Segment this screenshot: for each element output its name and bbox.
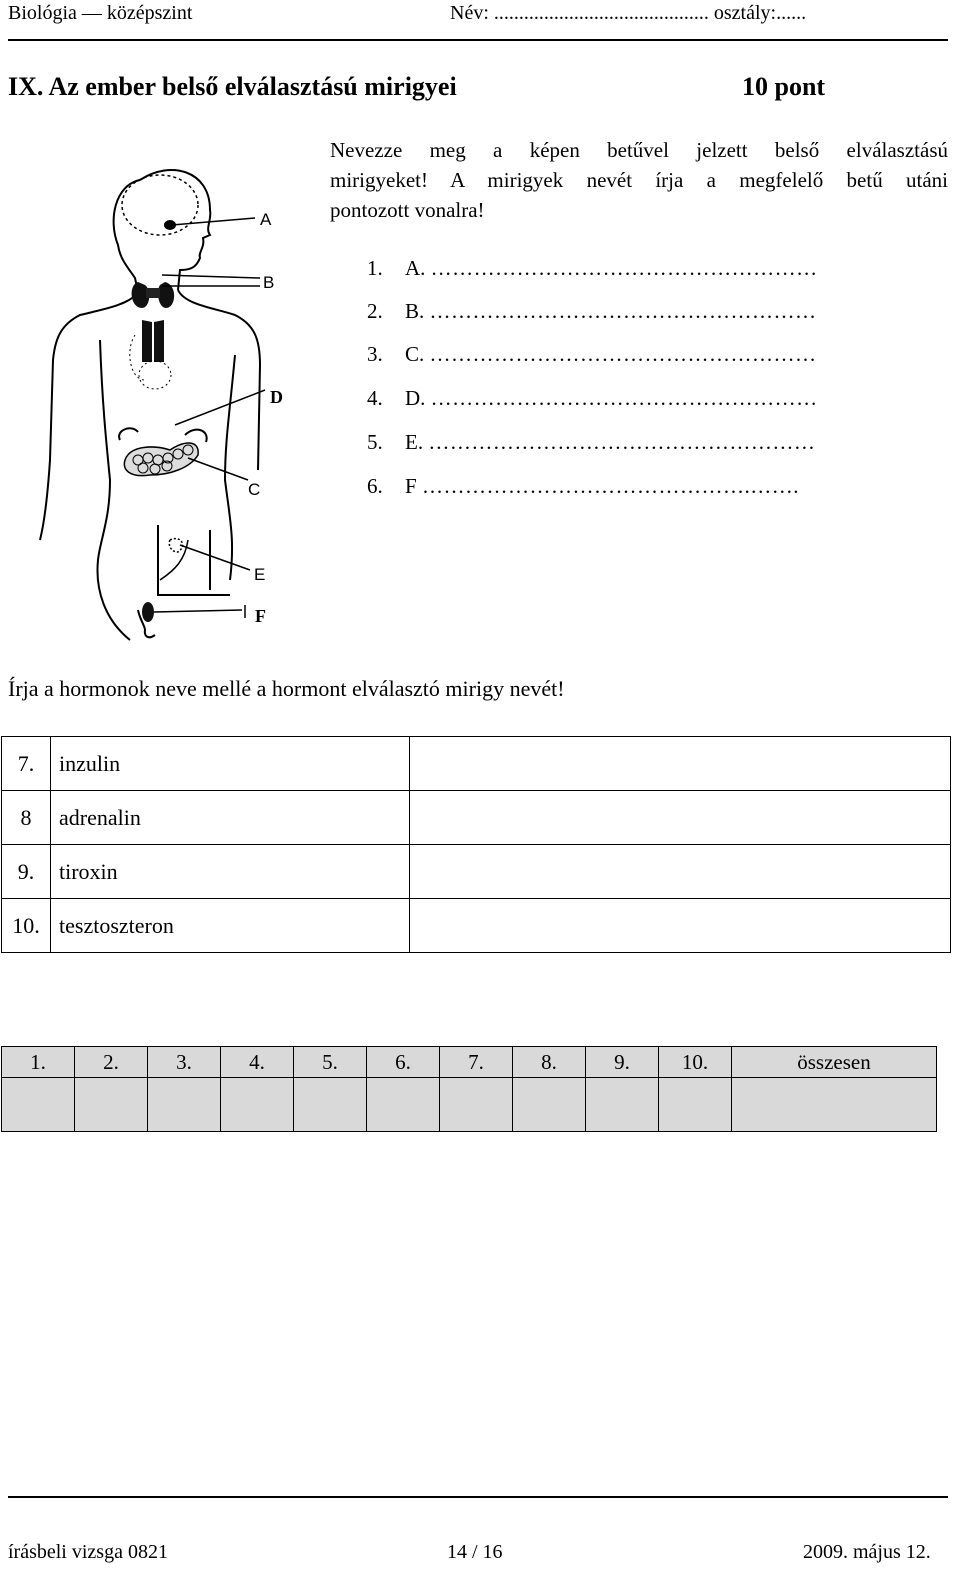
score-cell-total[interactable] [732, 1078, 937, 1132]
score-header: 7. [440, 1047, 513, 1078]
score-cell[interactable] [659, 1078, 732, 1132]
instruction-line: pontozott vonalra! [330, 198, 485, 222]
hormone-name: inzulin [51, 737, 410, 791]
answer-number: 5. [367, 430, 383, 454]
answer-dots: ……………………………………………… [430, 386, 818, 410]
footer-page-number: 14 / 16 [447, 1541, 503, 1563]
answer-number: 2. [367, 299, 383, 323]
answer-letter: A. [405, 256, 426, 280]
score-header: 6. [367, 1047, 440, 1078]
answer-dots: ……………………………………………… [429, 342, 817, 366]
answer-line[interactable] [367, 386, 818, 411]
hormone-name: tesztoszteron [51, 899, 410, 953]
header-name-class: Név: ........................................... osztály:...... [450, 2, 807, 24]
answer-letter: B. [405, 299, 425, 323]
footer-date: 2009. május 12. [803, 1541, 931, 1563]
answer-dots: ……………………………………….……. [421, 474, 799, 498]
hormone-number: 8 [2, 791, 51, 845]
figure-label-c: C [248, 480, 261, 499]
score-header: 8. [513, 1047, 586, 1078]
answer-line[interactable] [367, 299, 817, 324]
figure-label-d: D [270, 387, 283, 407]
hormone-name: adrenalin [51, 791, 410, 845]
header-subject: Biológia — középszint [8, 2, 193, 24]
task-title: IX. Az ember belső elválasztású mirigyei [8, 72, 457, 101]
instruction-line: Nevezze meg a képen betűvel jelzett belső elválasztású [330, 138, 948, 162]
score-header: 10. [659, 1047, 732, 1078]
figure-label-b: B [263, 273, 275, 292]
score-cell[interactable] [513, 1078, 586, 1132]
gland-answer-cell[interactable] [410, 899, 951, 953]
gland-answer-cell[interactable] [410, 737, 951, 791]
score-header: 2. [75, 1047, 148, 1078]
score-cell[interactable] [294, 1078, 367, 1132]
question-hormones: Írja a hormonok neve mellé a hormont elválasztó mirigy nevét! [8, 676, 565, 701]
answer-line[interactable] [367, 474, 799, 499]
score-cell[interactable] [75, 1078, 148, 1132]
score-cell[interactable] [586, 1078, 659, 1132]
header-rule [8, 39, 948, 41]
answer-dots: ……………………………………………… [428, 430, 816, 454]
instruction-line: mirigyeket! A mirigyek nevét írja a megfelelő betű utáni [330, 168, 948, 192]
hormone-name: tiroxin [51, 845, 410, 899]
answer-line[interactable] [367, 342, 817, 367]
answer-number: 4. [367, 386, 383, 410]
score-header: 3. [148, 1047, 221, 1078]
score-header-total: összesen [732, 1047, 937, 1078]
hormone-number: 7. [2, 737, 51, 791]
task-points: 10 pont [742, 72, 826, 101]
answer-number: 3. [367, 342, 383, 366]
figure-label-a: A [260, 210, 272, 229]
score-header: 9. [586, 1047, 659, 1078]
gland-answer-cell[interactable] [410, 845, 951, 899]
table-row [2, 737, 951, 791]
answer-number: 1. [367, 256, 383, 280]
table-row [2, 899, 951, 953]
hormone-number: 10. [2, 899, 51, 953]
footer-exam-code: írásbeli vizsga 0821 [8, 1541, 168, 1563]
gland-answer-cell[interactable] [410, 791, 951, 845]
answer-letter: D. [405, 386, 426, 410]
answer-line[interactable] [367, 256, 818, 281]
score-cell[interactable] [367, 1078, 440, 1132]
score-header: 1. [2, 1047, 75, 1078]
answer-dots: ……………………………………………… [430, 256, 818, 280]
task-instruction [330, 135, 948, 225]
endocrine-glands-figure [20, 140, 320, 660]
answer-number: 6. [367, 474, 383, 498]
score-cell[interactable] [148, 1078, 221, 1132]
score-cell[interactable] [440, 1078, 513, 1132]
score-header: 5. [294, 1047, 367, 1078]
score-value-row [2, 1078, 937, 1132]
table-row [2, 791, 951, 845]
answer-line[interactable] [367, 430, 815, 455]
answer-dots: ……………………………………………… [429, 299, 817, 323]
score-table [1, 1046, 937, 1132]
score-header: 4. [221, 1047, 294, 1078]
answer-letter: E. [405, 430, 424, 454]
figure-label-f: F [255, 606, 266, 626]
score-cell[interactable] [221, 1078, 294, 1132]
score-cell[interactable] [2, 1078, 75, 1132]
answer-letter: F [405, 474, 417, 498]
hormone-number: 9. [2, 845, 51, 899]
footer-rule [8, 1496, 948, 1498]
hormone-table [1, 736, 951, 953]
figure-label-e: E [254, 565, 266, 584]
table-row [2, 845, 951, 899]
score-header-row [2, 1047, 937, 1078]
answer-letter: C. [405, 342, 425, 366]
